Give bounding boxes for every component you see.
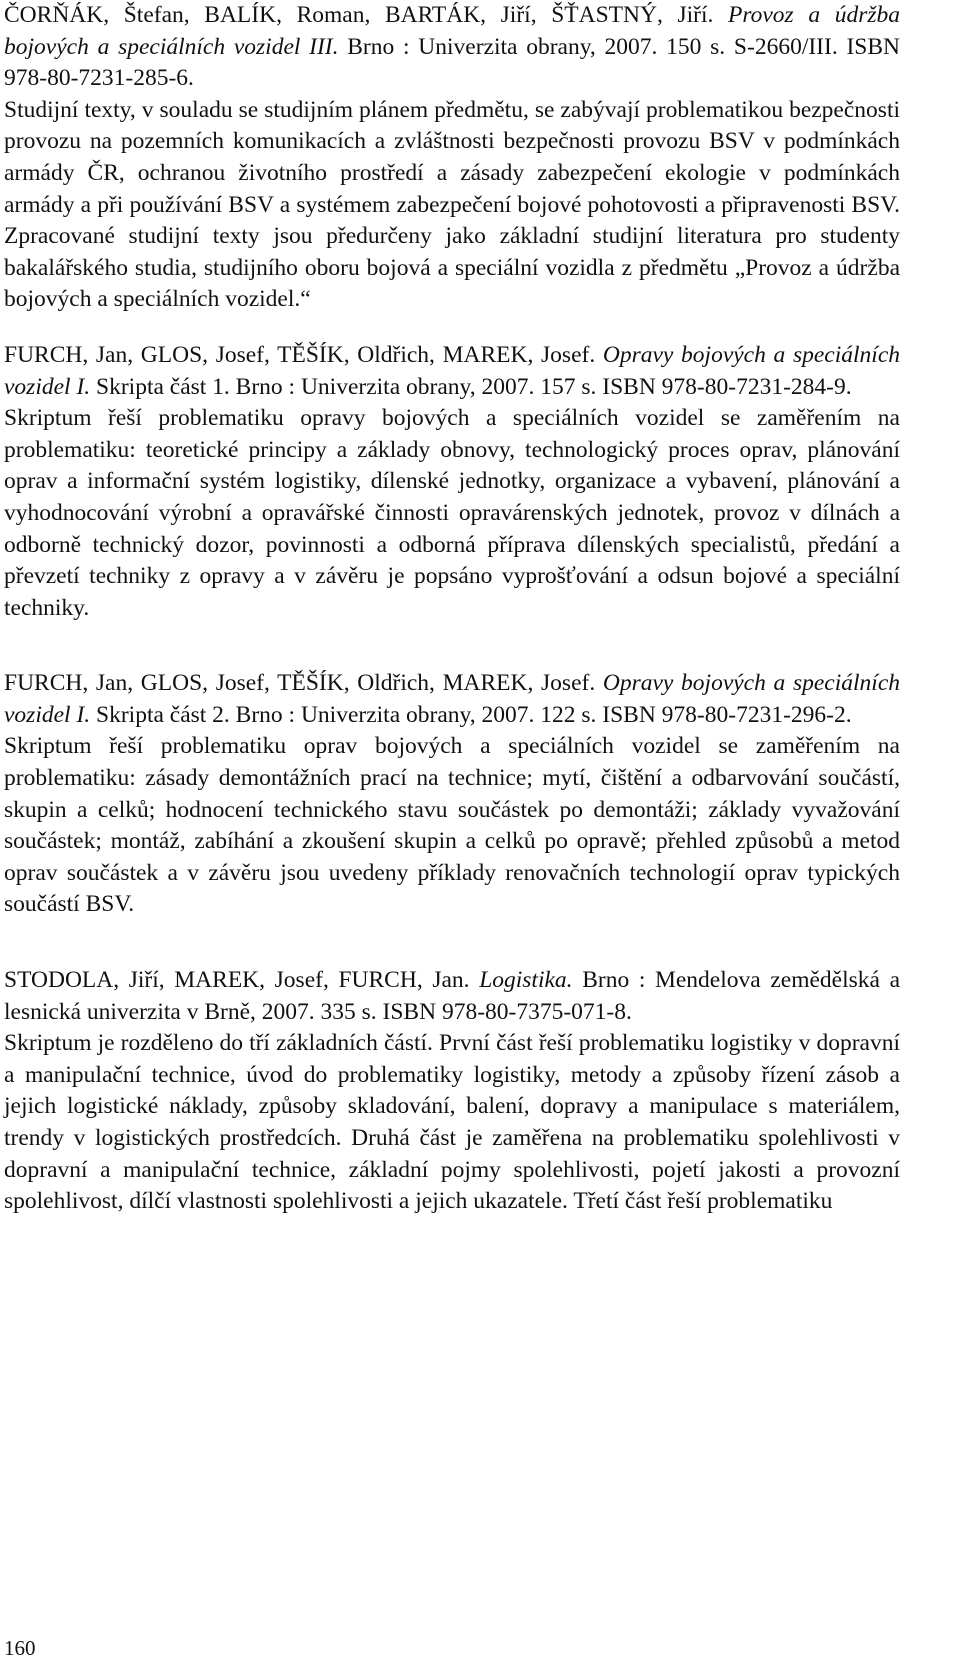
citation-authors: ČORŇÁK, Štefan, BALÍK, Roman, BARTÁK, Jiří, ŠŤASTNÝ, Jiří. bbox=[4, 2, 714, 28]
citation-authors: STODOLA, Jiří, MAREK, Josef, FURCH, Jan. bbox=[4, 967, 470, 994]
citation-authors: FURCH, Jan, GLOS, Josef, TĚŠÍK, Oldřich, MAREK, Josef. bbox=[4, 341, 596, 368]
citation bbox=[4, 668, 900, 731]
page-number: 160 bbox=[4, 1636, 36, 1660]
annotation-text: Skriptum řeší problematiku oprav bojových a speciálních vozidel se zaměřením na problematiku: zásady demontážních prací na technice; mytí, čištění a odbarvování součástí, skupin a celků; hodnocení technického stavu součástek po demontáži; základy vyvažování součástek; montáž, zabíhání a zkoušení skupin a celků po opravě; přehled způsobů a metod oprav součástek a v závěru jsou uvedeny příklady renovačních technologií oprav typických součástí BSV. bbox=[4, 733, 900, 918]
citation-title: Logistika. bbox=[479, 967, 573, 994]
bibliography-entry bbox=[4, 668, 900, 921]
entry-spacer bbox=[4, 316, 900, 340]
citation bbox=[4, 965, 900, 1028]
citation-title: Opravy bojových a speciálních vozidel I. bbox=[4, 670, 900, 728]
citation-title: Opravy bojových a speciálních vozidel I. bbox=[4, 341, 900, 400]
citation bbox=[4, 340, 900, 403]
citation bbox=[4, 0, 900, 95]
document-page bbox=[4, 0, 900, 1218]
citation-publication: Skripta část 1. Brno : Univerzita obrany, 2007. 157 s. ISBN 978-80-7231-284-9. bbox=[96, 373, 852, 400]
entry-spacer bbox=[4, 624, 900, 668]
citation-publication: Skripta část 2. Brno : Univerzita obrany, 2007. 122 s. ISBN 978-80-7231-296-2. bbox=[96, 701, 852, 728]
citation-title: Provoz a údržba bojových a speciálních vozidel III. bbox=[4, 2, 900, 60]
bibliography-entry bbox=[4, 340, 900, 624]
citation-publication: Brno : Univerzita obrany, 2007. 150 s. S-2660/III. ISBN 978-80-7231-285-6. bbox=[4, 33, 900, 92]
annotation-text: Skriptum řeší problematiku opravy bojových a speciálních vozidel se zaměřením na problematiku: teoretické principy a základy obnovy, technologický proces oprav, plánování oprav a informační systém logistiky, dílenské jednotky, organizace a vybavení, plánování a vyhodnocování výrobní a opravářské činnosti opravárenských jednotek, provoz v dílnách a odborně technický dozor, povinnosti a odborná příprava dílenských specialistů, předání a převzetí techniky z opravy a v závěru je popsáno vyprošťování a odsun bojové a speciální techniky. bbox=[4, 405, 900, 621]
entry-spacer bbox=[4, 921, 900, 965]
annotation-text: Skriptum je rozděleno do tří základních částí. První část řeší problematiku logistiky v dopravní a manipulační technice, úvod do problematiky logistiky, metody a způsoby řízení zásob a jejich logistické náklady, způsoby skladování, balení, dopravy a manipulace s materiálem, trendy v logistických prostředcích. Druhá část je zaměřena na problematiku spolehlivosti v dopravní a manipulační technice, základní pojmy spolehlivosti, pojetí jakosti a provozní spolehlivost, dílčí vlastnosti spolehlivosti a jejich ukazatele. Třetí část řeší problematiku bbox=[4, 1030, 900, 1215]
bibliography-entry bbox=[4, 0, 900, 316]
citation-authors: FURCH, Jan, GLOS, Josef, TĚŠÍK, Oldřich, MAREK, Josef. bbox=[4, 670, 596, 697]
citation-publication: Brno : Mendelova zemědělská a lesnická univerzita v Brně, 2007. 335 s. ISBN 978-80-7375-071-8. bbox=[4, 967, 901, 1025]
annotation-text: Studijní texty, v souladu se studijním plánem předmětu, se zabývají problematikou bezpečnosti provozu na pozemních komunikacích a zvláštnosti bezpečnosti provozu BSV v podmínkách armády ČR, ochranou životního prostředí a zásady zabezpečení ekologie v podmínkách armády a při používání BSV a systémem zabezpečení bojové pohotovosti a připravenosti BSV. Zpracované studijní texty jsou předurčeny jako základní studijní literatura pro studenty bakalářského studia, studijního oboru bojová a speciální vozidla z předmětu „Provoz a údržba bojových a speciálních vozidel.“ bbox=[4, 96, 900, 313]
bibliography-entry bbox=[4, 965, 900, 1218]
